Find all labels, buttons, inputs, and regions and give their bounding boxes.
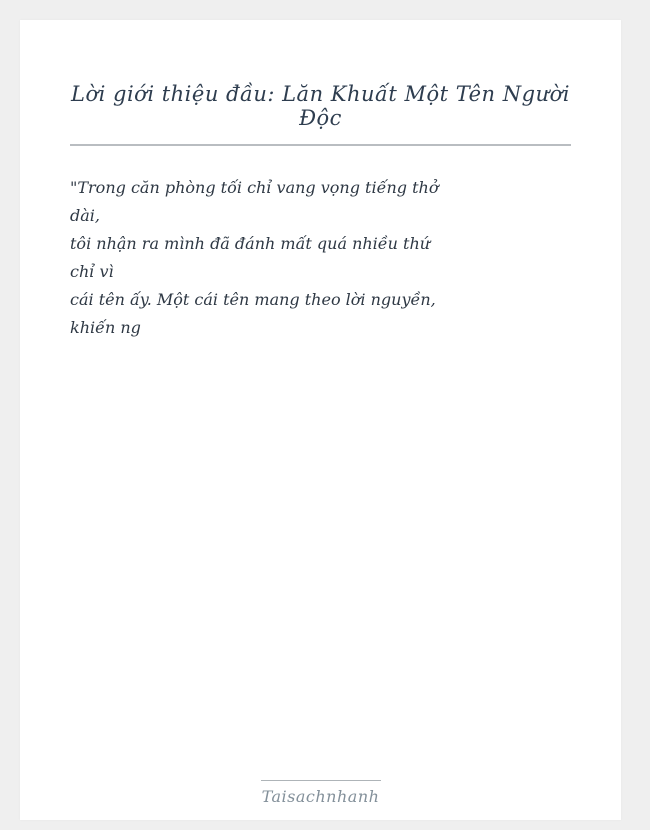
body-line-1: "Trong căn phòng tối chỉ vang vọng tiếng thở	[70, 178, 439, 197]
body-line-2: dài,	[70, 206, 100, 225]
site-name: Taisachnhanh	[261, 787, 380, 806]
body-line-5: cái tên ấy. Một cái tên mang theo lời nguyền,	[70, 290, 436, 309]
footer-divider	[261, 780, 381, 781]
title-divider	[70, 144, 571, 146]
body-line-4: chỉ vì	[70, 262, 114, 281]
chapter-body	[70, 174, 439, 342]
body-line-3: tôi nhận ra mình đã đánh mất quá nhiều thứ	[70, 234, 431, 253]
body-line-6: khiến ng	[70, 318, 141, 337]
document-page	[20, 20, 621, 820]
page-footer	[20, 780, 621, 820]
chapter-title: Lời giới thiệu đầu: Lăn Khuất Một Tên Người Độc	[71, 82, 570, 130]
